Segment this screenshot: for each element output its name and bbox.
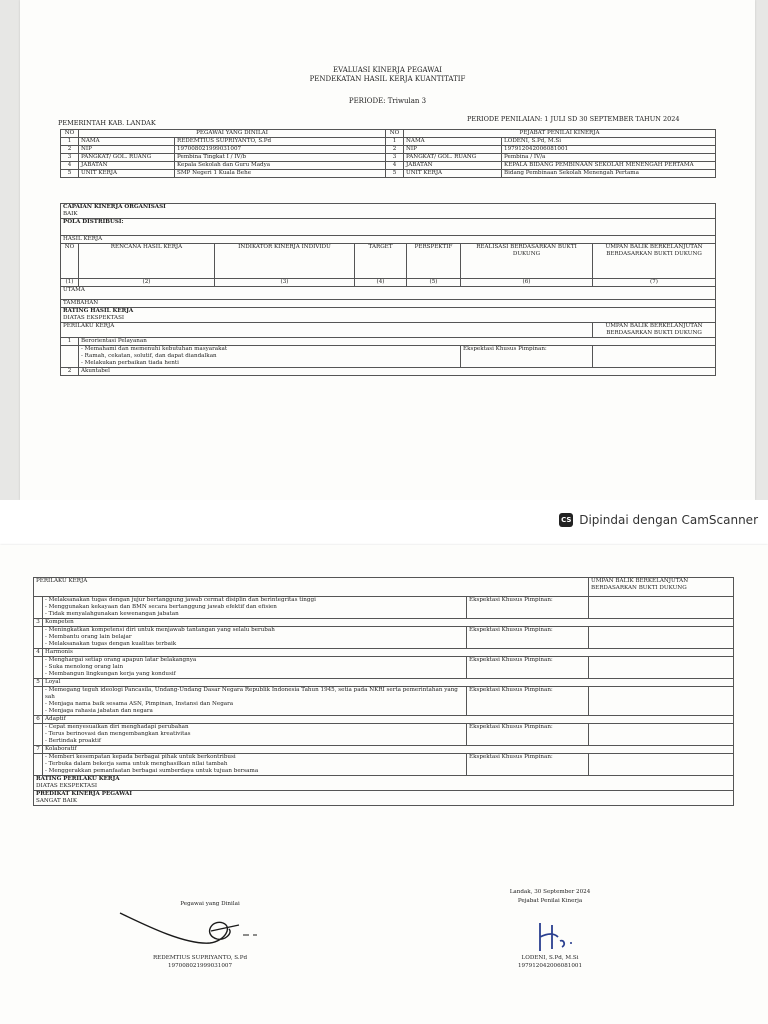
- perilaku-item-body-row: [34, 657, 734, 679]
- perilaku-point: - Melaksanakan tugas dengan jujur bertanggung jawab cermat disiplin dan berintegritas tinggi: [45, 597, 316, 603]
- row-no: 5: [61, 170, 79, 178]
- periode-penilaian: PERIODE PENILAIAN: 1 JULI SD 30 SEPTEMBER TAHUN 2024: [467, 115, 680, 123]
- row-no: 2: [61, 368, 79, 376]
- table-row: [61, 162, 716, 170]
- ekspektasi-khusus-label: Ekspektasi Khusus Pimpinan:: [467, 627, 589, 649]
- column-number: (7): [593, 279, 716, 287]
- ekspektasi-khusus-label: Ekspektasi Khusus Pimpinan:: [467, 657, 589, 679]
- perilaku-item-title-row: [34, 746, 734, 754]
- ekspektasi-khusus-label: Ekspektasi Khusus Pimpinan:: [461, 346, 593, 368]
- row-no: 1: [386, 138, 404, 146]
- scanned-page-2: [0, 545, 768, 1024]
- row-no: 3: [386, 154, 404, 162]
- predikat-row: [34, 791, 734, 806]
- row-no: 7: [34, 746, 43, 754]
- field-label: JABATAN: [79, 162, 175, 170]
- perilaku-item-name: Kolaboratif: [43, 746, 734, 754]
- col-no: NO: [386, 130, 404, 138]
- row-no: 1: [61, 138, 79, 146]
- perilaku-item-title-row: [34, 649, 734, 657]
- perilaku-point: - Memahami dan memenuhi kebutuhan masyarakat: [81, 346, 228, 352]
- document-title: EVALUASI KINERJA PEGAWAI: [333, 66, 442, 74]
- pegawai-signature: [115, 905, 265, 955]
- row-no: 6: [34, 716, 43, 724]
- periode-label: PERIODE: Triwulan 3: [348, 97, 427, 105]
- perilaku-point: - Menggunakan kekayaan dan BMN secara bertanggung jawab efektif dan efisien: [45, 604, 277, 610]
- umpan-balik-header: UMPAN BALIK BERKELANJUTAN BERDASARKAN BUKTI DUKUNG: [593, 323, 716, 338]
- field-value: Bidang Pembinaan Sekolah Menengah Pertama: [502, 170, 716, 178]
- utama-row: [61, 287, 716, 300]
- column-number: (5): [407, 279, 461, 287]
- pegawai-name: REDEMTIUS SUPRIYANTO, S.Pd: [152, 955, 248, 961]
- rating-hasil-label: RATING HASIL KERJA: [63, 308, 134, 314]
- field-label: PANGKAT/ GOL. RUANG: [79, 154, 175, 162]
- row-no: 5: [386, 170, 404, 178]
- evaluation-table: [60, 203, 716, 376]
- perilaku-item-body-row: [34, 724, 734, 746]
- capaian-label: CAPAIAN KINERJA ORGANISASI: [63, 204, 166, 210]
- column-header: TARGET: [355, 244, 407, 279]
- table-row: [61, 154, 716, 162]
- ekspektasi-khusus-label: Ekspektasi Khusus Pimpinan:: [467, 687, 589, 716]
- table-row: [61, 170, 716, 178]
- column-number-row: [61, 279, 716, 287]
- perilaku-item-body-row: [61, 346, 716, 368]
- instansi-label: PEMERINTAH KAB. LANDAK: [58, 119, 156, 127]
- column-header: RENCANA HASIL KERJA: [79, 244, 215, 279]
- place-date: Landak, 30 September 2024: [509, 889, 591, 895]
- rating-perilaku-label: RATING PERILAKU KERJA: [36, 776, 120, 782]
- perilaku-table: [33, 577, 734, 806]
- perilaku-point: - Memberi kesempatan kepada berbagai pihak untuk berkontribusi: [45, 754, 236, 760]
- perilaku-point: - Terus berinovasi dan mengembangkan kreativitas: [45, 731, 191, 737]
- camscanner-text: Dipindai dengan CamScanner: [579, 513, 758, 527]
- pejabat-signature: [530, 919, 590, 955]
- perilaku-point: - Ramah, cekatan, solutif, dan dapat diandalkan: [81, 353, 217, 359]
- perilaku-point: - Menghargai setiap orang apapun latar belakangnya: [45, 657, 197, 663]
- col-no: NO: [61, 130, 79, 138]
- pegawai-signature-title: Pegawai yang Dinilai: [180, 901, 240, 907]
- pegawai-heading: PEGAWAI YANG DINILAI: [79, 130, 386, 138]
- perilaku-item-body-row: [34, 754, 734, 776]
- column-number: (4): [355, 279, 407, 287]
- camscanner-watermark: [559, 513, 758, 527]
- scanner-bar: [0, 500, 768, 545]
- perilaku-item-title-row: [61, 368, 716, 376]
- row-no: 3: [34, 619, 43, 627]
- perilaku-point: - Cepat menyesuaikan diri menghadapi perubahan: [45, 724, 189, 730]
- column-number: (6): [461, 279, 593, 287]
- ekspektasi-khusus-label: Ekspektasi Khusus Pimpinan:: [467, 724, 589, 746]
- perilaku-item-body-row: [34, 687, 734, 716]
- pegawai-nip: 197008021999031007: [167, 963, 233, 969]
- perilaku-item-title-row: [61, 338, 716, 346]
- perilaku-label: PERILAKU KERJA: [61, 323, 593, 338]
- perilaku-item-body-row: [34, 627, 734, 649]
- column-number: (3): [215, 279, 355, 287]
- column-number: (2): [79, 279, 215, 287]
- field-value: 197912042006081001: [502, 146, 716, 154]
- hasil-kerja-label-row: [61, 236, 716, 244]
- scanned-page-1: [20, 0, 755, 500]
- field-label: NAMA: [79, 138, 175, 146]
- camscanner-icon: CS: [559, 513, 573, 527]
- perilaku-item-body-row: [34, 597, 734, 619]
- field-label: UNIT KERJA: [79, 170, 175, 178]
- perilaku-point: - Meningkatkan kompetensi diri untuk menjawab tantangan yang selalu berubah: [45, 627, 275, 633]
- field-value: REDEMTIUS SUPRIYANTO, S.Pd: [175, 138, 386, 146]
- perilaku-item-name: Berorientasi Pelayanan: [79, 338, 716, 346]
- row-no: 4: [386, 162, 404, 170]
- perilaku-item-title-row: [34, 716, 734, 724]
- field-value: KEPALA BIDANG PEMBINAAN SEKOLAH MENENGAH PERTAMA: [502, 162, 716, 170]
- field-label: NIP: [79, 146, 175, 154]
- ekspektasi-khusus-label: Ekspektasi Khusus Pimpinan:: [467, 754, 589, 776]
- pejabat-signature-title: Pejabat Penilai Kinerja: [517, 898, 583, 904]
- field-value: Kepala Sekolah dan Guru Madya: [175, 162, 386, 170]
- predikat-value: SANGAT BAIK: [36, 798, 78, 804]
- column-header: REALISASI BERDASARKAN BUKTI DUKUNG: [461, 244, 593, 279]
- pejabat-nip: 197912042006081001: [517, 963, 583, 969]
- field-label: PANGKAT/ GOL. RUANG: [404, 154, 502, 162]
- pola-row: [61, 219, 716, 236]
- column-header: UMPAN BALIK BERKELANJUTAN BERDASARKAN BUKTI DUKUNG: [593, 244, 716, 279]
- field-label: NAMA: [404, 138, 502, 146]
- row-no: 4: [34, 649, 43, 657]
- pejabat-name: LODENI, S.Pd, M.Si: [521, 955, 579, 961]
- tambahan-label: TAMBAHAN: [61, 300, 716, 308]
- field-value: Pembina Tingkat I / IV/b: [175, 154, 386, 162]
- perilaku-point: - Tidak menyalahgunakan kewenangan jabatan: [45, 611, 179, 617]
- perilaku-item-title-row: [34, 679, 734, 687]
- perilaku-point: - Suka menolong orang lain: [45, 664, 124, 670]
- identity-header-row: [61, 130, 716, 138]
- perilaku-point: - Bertindak proaktif: [45, 738, 101, 744]
- ekspektasi-khusus-label: Ekspektasi Khusus Pimpinan:: [467, 597, 589, 619]
- row-no: 2: [386, 146, 404, 154]
- field-value: SMP Negeri 1 Kuala Behe: [175, 170, 386, 178]
- pejabat-heading: PEJABAT PENILAI KINERJA: [404, 130, 716, 138]
- perilaku-item-name: Adaptif: [43, 716, 734, 724]
- column-header: PERSPEKTIF: [407, 244, 461, 279]
- perilaku-item-name: Harmonis: [43, 649, 734, 657]
- perilaku-header-row: [61, 323, 716, 338]
- table-row: [61, 138, 716, 146]
- perilaku-point: - Melaksanakan tugas dengan kualitas terbaik: [45, 641, 177, 647]
- capaian-row: [61, 204, 716, 219]
- perilaku-point: - Terbuka dalam bekerja sama untuk menghasilkan nilai tambah: [45, 761, 228, 767]
- row-no: 1: [61, 338, 79, 346]
- perilaku-point: - Melakukan perbaikan tiada henti: [81, 360, 179, 366]
- field-label: UNIT KERJA: [404, 170, 502, 178]
- column-header: NO: [61, 244, 79, 279]
- perilaku-item-name: Akuntabel: [79, 368, 716, 376]
- field-value: Pembina / IV/a: [502, 154, 716, 162]
- rating-perilaku-value: DIATAS EKSPEKTASI: [36, 783, 98, 789]
- predikat-label: PREDIKAT KINERJA PEGAWAI: [36, 791, 132, 797]
- perilaku-point: - Membantu orang lain belajar: [45, 634, 132, 640]
- rating-hasil-value: DIATAS EKSPEKTASI: [63, 315, 125, 321]
- perilaku-point: - Membangun lingkungan kerja yang kondusif: [45, 671, 176, 677]
- rating-hasil-row: [61, 308, 716, 323]
- perilaku-header-row: [34, 578, 734, 597]
- tambahan-row: [61, 300, 716, 308]
- perilaku-item-name: Kompeten: [43, 619, 734, 627]
- identity-table: [60, 129, 716, 178]
- field-label: NIP: [404, 146, 502, 154]
- perilaku-point: - Menggerakkan pemanfaatan berbagai sumberdaya untuk tujuan bersama: [45, 768, 259, 774]
- hasil-kerja-label: HASIL KERJA: [61, 236, 716, 244]
- perilaku-point: - Menjaga nama baik sesama ASN, Pimpinan, Instansi dan Negara: [45, 701, 234, 707]
- hasil-kerja-header-row: [61, 244, 716, 279]
- field-value: LODENI, S.Pd, M.Si: [502, 138, 716, 146]
- row-no: 5: [34, 679, 43, 687]
- utama-label: UTAMA: [61, 287, 716, 300]
- rating-perilaku-row: [34, 776, 734, 791]
- pola-distribusi: POLA DISTRIBUSI:: [61, 219, 716, 236]
- row-no: 4: [61, 162, 79, 170]
- perilaku-point: - Memegang teguh ideologi Pancasila, Undang-Undang Dasar Negara Republik Indonesia Tahun 1945, setia pada NKRI serta pemerintahan yang sah: [45, 687, 458, 700]
- perilaku-point: - Menjaga rahasia jabatan dan negara: [45, 708, 153, 714]
- column-header: INDIKATOR KINERJA INDIVIDU: [215, 244, 355, 279]
- document-subtitle: PENDEKATAN HASIL KERJA KUANTITATIF: [309, 75, 466, 83]
- perilaku-label: PERILAKU KERJA: [34, 578, 589, 597]
- capaian-value: BAIK: [63, 211, 78, 217]
- row-no: 2: [61, 146, 79, 154]
- row-no: 3: [61, 154, 79, 162]
- umpan-balik-header: UMPAN BALIK BERKELANJUTAN BERDASARKAN BUKTI DUKUNG: [589, 578, 734, 597]
- field-value: 197008021999031007: [175, 146, 386, 154]
- table-row: [61, 146, 716, 154]
- field-label: JABATAN: [404, 162, 502, 170]
- perilaku-item-name: Loyal: [43, 679, 734, 687]
- column-number: (1): [61, 279, 79, 287]
- perilaku-item-title-row: [34, 619, 734, 627]
